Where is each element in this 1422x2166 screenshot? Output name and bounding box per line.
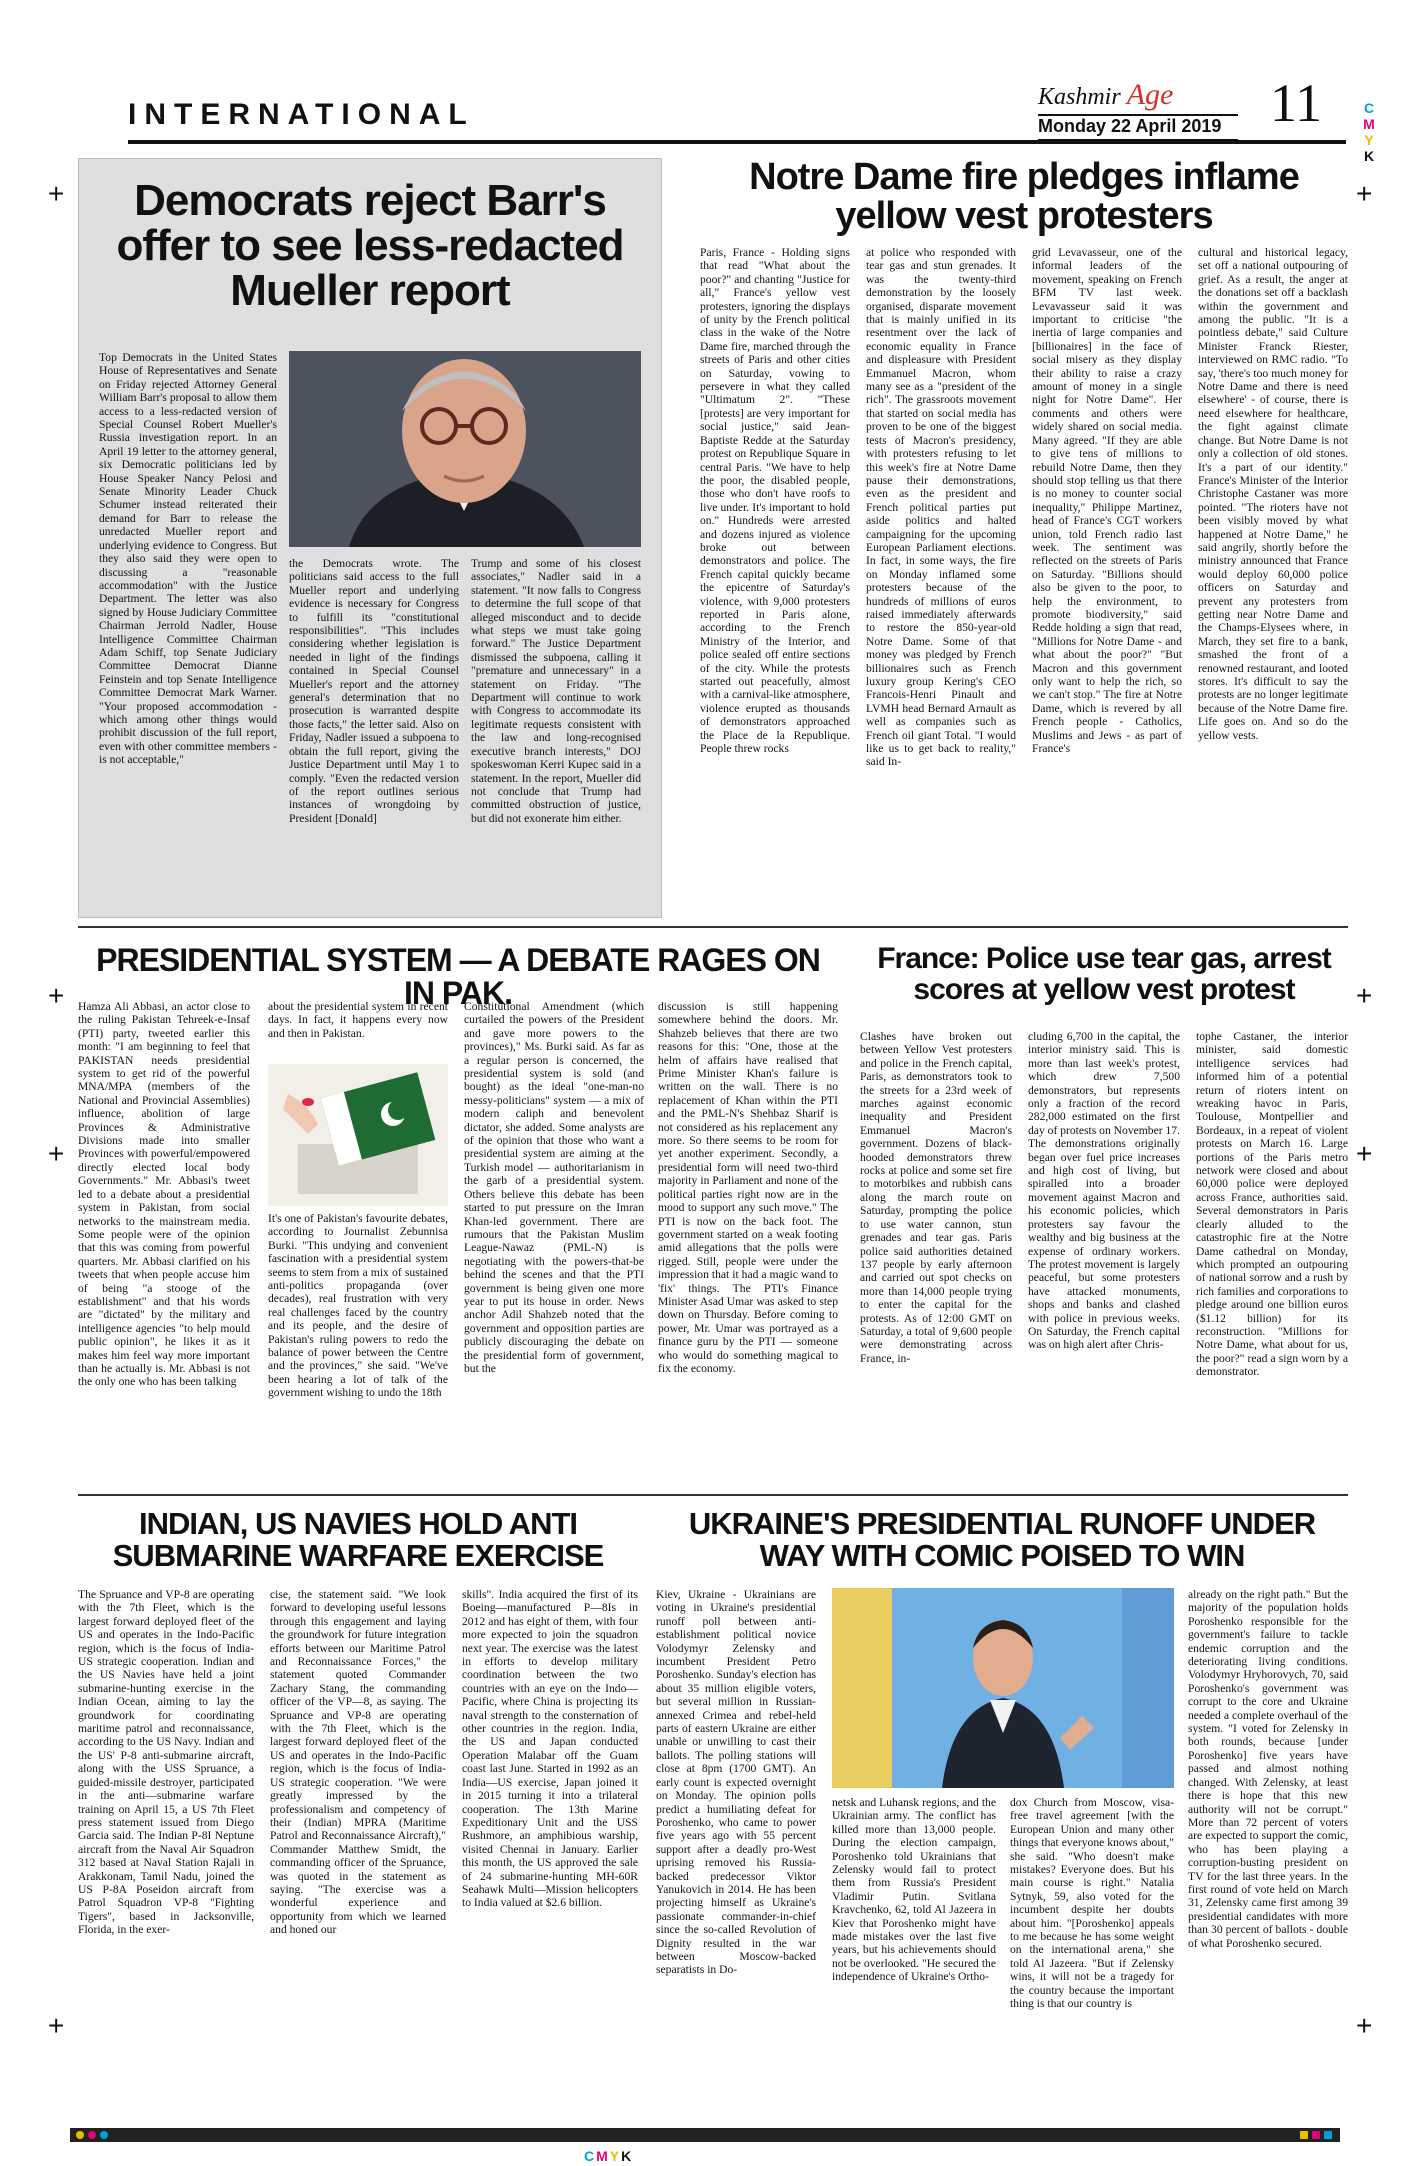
article-column: Kiev, Ukraine - Ukrainians are voting in Ukraine's presidential runoff poll between anti-establishment political novice Volodymyr Zelensky and incumbent President Petro Poroshenko. Sunday's election has about 35 million eligible voters, but several million in Russian-annexed Crimea and rebel-held parts of eastern Ukraine are either unable or unwilling to cast their ballots. The polling stations will close at 8pm (1700 GMT). An early count is expected overnight on Monday. The opinion polls predict a humiliating defeat for Poroshenko, who came to power five years ago with 55 percent support after a deadly pro-West uprising removed his Russia-backed predecessor Viktor Yanukovich in 2014. He has been projecting himself as Ukraine's passionate commander-in-chief since the so-called Revolution of Dignity resulted in the war between Moscow-backed separatists in Do- xyxy=(656,1588,816,1977)
article-column: The Spruance and VP-8 are operating with the 7th Fleet, which is the largest forward deployed fleet of the US and operates in the Indo-Pacific region, which is the focus of India-US strategic cooperation. Indian and the US Navies have held a joint submarine-hunting exercise in the Indian Ocean, aiming to lay the groundwork for coordinating maritime patrol and reconnaissance, according to the US Navy. Indian and the US' P-8 anti-submarine aircraft, along with the USS Spruance, a guided-missile destroyer, participated in the anti—submarine warfare training on April 15, a US 7th Fleet press statement issued from Diego Garcia said. The Indian P-8I Neptune aircraft from the Naval Air Squadron 312 based at Naval Station Rajali in Arakkonam, Tamil Nadu, joined the US P-8A Poseidon aircraft from Patrol Squadron VP-8 "Fighting Tigers", based in Jacksonville, Florida, in the exer- xyxy=(78,1588,254,1937)
article-column: Top Democrats in the United States House of Representatives and Senate on Friday rejected Attorney General William Barr's proposal to allow them access to a less-redacted version of Special Counsel Robert Mueller's Russia investigation report. In an April 19 letter to the attorney general, six Democratic politicians led by House Speaker Nancy Pelosi and Senate Minority Leader Chuck Schumer instead reiterated their demand for Barr to release the unredacted Mueller report and underlying evidence to Congress. But they also said they were open to discussing a "reasonable accommodation" with the Justice Department. The letter was also signed by House Judiciary Committee Chairman Jerrold Nadler, House Intelligence Committee Chairman Adam Schiff, top Senate Judiciary Committee Democrat Dianne Feinstein and top Senate Intelligence Committee Democrat Mark Warner. "Your proposed accommodation - which among other things would prohibit discussion of the full report, even with other committee members - is not acceptable," xyxy=(99,351,277,767)
article-column: already on the right path." But the majority of the population holds Poroshenko responsible for the government's failure to tackle endemic corruption and the deteriorating living conditions. Volodymyr Hryhorovych, 70, said Poroshenko's government was corrupt to the core and Ukraine needed a complete overhaul of the system. "I voted for Zelensky in both rounds, because [under Poroshenko] five years have passed and almost nothing changed. With Zelensky, at least there is hope that this new authority will not be corrupt." More than 72 percent of voters are expected to support the comic, who has been playing a corruption-busting president on TV for the last three years. In the first round of vote held on March 31, Zelensky came first among 39 presidential candidates with more than 30 percent of ballots - double of what Poroshenko secured. xyxy=(1188,1588,1348,1950)
photo-zelensky xyxy=(832,1588,1174,1788)
section-divider xyxy=(78,1494,1348,1496)
masthead-rule xyxy=(1038,139,1238,141)
section-divider xyxy=(78,926,1348,928)
article-pakistan xyxy=(78,944,838,1484)
brand-logo: Kashmir Age xyxy=(1038,78,1174,111)
article-column: It's one of Pakistan's favourite debates, according to Journalist Zebunnisa Burki. "This undying and convenient fascination with a presidential system seems to stem from a mix of sustained anti-politics propaganda (over decades), real frustration with very real challenges faced by the country and its people, and the desire of Pakistan's ruling powers to redo the balance of power between the Centre and the provinces," she said. "We've been hearing a lot of talk of the government wishing to undo the 18th xyxy=(268,1212,448,1400)
cmyk-letter: M xyxy=(596,2148,610,2164)
article-column: cluding 6,700 in the capital, the interior ministry said. This is more than last week's protest, which drew 7,500 demonstrators, but represents only a fraction of the record 282,000 estimated on the first day of protests on November 17. The demonstrations originally began over fuel price increases and high cost of living, but spiralled into a broader movement against Macron and his economic policies, which protesters say favour the wealthy and big business at the expense of ordinary workers. The protest movement is largely peaceful, but some protesters have attacked monuments, shops and banks and clashed with police in previous weeks. On Saturday, the French capital was on high alert after Chris- xyxy=(1028,1030,1180,1352)
article-column: the Democrats wrote. The politicians said access to the full Mueller report and underlying evidence is necessary for Congress to fulfill its "constitutional responsibilities". "This includes considering whether legislation is needed in light of the findings contained in Special Counsel Mueller's report and the attorney general's determination that no prosecution is warranted despite those facts," the letter said. Also on Friday, Nadler issued a subpoena to obtain the full report, giving the Justice Department until May 1 to comply. "Even the redacted version of the report outlines serious instances of wrongdoing by President [Donald] xyxy=(289,557,459,825)
headline: Democrats reject Barr's offer to see less-redacted Mueller report xyxy=(116,176,624,315)
crop-mark-icon: + xyxy=(1356,1138,1373,1169)
article-column: cultural and historical legacy, set off a national outpouring of grief. As a result, the anger at the donations set off a backlash within the government and among the public. "It is a pointless debate," said Culture Minister Franck Riester, interviewed on RMC radio. "To say, 'there's too much money for Notre Dame and there is need elsewhere' - of course, there is need elsewhere for healthcare, the fight against climate change. But Notre Dame is not only a collection of old stones. It's a part of our identity." France's Minister of the Interior Christophe Castaner was more pointed. "The rioters have not been visibly moved by what happened at Notre Dame," he said angrily, shortly before the ministry announced that France would deploy 60,000 police officers on Saturday and prevent any protesters from getting near Notre Dame and the Champs-Elysees where, in March, they set fire to a bank, smashed the front of a renowned restaurant, and looted stores. It's difficult to say the protests are no longer legitimate because of the Notre Dame fire. Life goes on. And so do the yellow vests. xyxy=(1198,246,1348,742)
registration-strip xyxy=(70,2128,1340,2142)
cmyk-letter: Y xyxy=(609,2148,622,2164)
article-column: grid Levavasseur, one of the informal leaders of the movement, speaking on French BFM TV last week. Levavasseur said it was important to criticise "the inertia of large companies and [billionaires] in the face of social misery as they display their ability to raise a crazy amount of money in a single night for Notre Dame". Her comments and others were widely shared on social media. Many agreed. "If they are able to give tens of millions to rebuild Notre Dame, then they should stop telling us that there is no money to counter social inequality," Philippe Martinez, head of France's CGT workers union, told French radio last week. The sentiment was reflected on the streets of Paris on Saturday. "Billions should also be given to the poor, to help the environment, to promote biodiversity," said Redde holding a sign that read, "Millions for Notre Dame - and what about the poor?" "But Macron and this government only want to help the rich, so we can't stop." The fire at Notre Dame, which is revered by all French people - Catholics, Muslims and Jews - as part of France's xyxy=(1032,246,1182,756)
crop-mark-icon: + xyxy=(48,1138,65,1169)
article-column: cise, the statement said. "We look forward to developing useful lessons through this engagement and laying the groundwork for future integration efforts between our Maritime Patrol and Reconnaissance Forces," the statement quoted Commander Zachary Stang, the commanding officer of the VP—8, as saying. The Spruance and VP-8 are operating with the 7th Fleet, which is the largest forward deployed fleet of the US and operates in the Indo-Pacific region, which is the focus of India-US strategic cooperation. "We were greatly impressed by the professionalism and competency of their (Indian) MPRA (Maritime Patrol and Reconnaissance Aircraft)," Commander Matthew Smidt, the commanding officer of the Spruance, was quoted in the statement as saying. "The exercise was a wonderful experience and opportunity from which we learned and honed our xyxy=(270,1588,446,1937)
photo-william-barr xyxy=(289,351,641,547)
article-column: Hamza Ali Abbasi, an actor close to the ruling Pakistan Tehreek-e-Insaf (PTI) party, tweeted earlier this month: "I am beginning to feel that PAKISTAN needs presidential system to get rid of the powerful MNA/MPA (members of the National and Provincial Assemblies) influence, abolition of large Provinces & Administrative Divisions made into smaller Provinces with powerful/empowered directly elected local body Governments." Mr. Abbasi's tweet led to a debate about a presidential system in Pakistan, from social networks to the mainstream media. Some people were of the opinion that this was coming from powerful quarters. Mr. Abbasi clarified on his tweets that when people accuse him of being "a stooge of the establishment" and that his words are "dictated" by the military and intelligence agencies "to help mould public opinion", he likes it as it makes him feel way more important than he actually is. Mr. Abbasi is not the only one who has been talking xyxy=(78,1000,250,1389)
masthead xyxy=(1038,78,1248,143)
headline: France: Police use tear gas, arrest scores at yellow vest protest xyxy=(877,942,1331,1006)
cmyk-bottom-marker xyxy=(584,2148,633,2164)
cmyk-letter: C xyxy=(584,2148,597,2164)
crop-mark-icon: + xyxy=(48,980,65,1011)
crop-mark-icon: + xyxy=(48,2010,65,2041)
crop-mark-icon: + xyxy=(1356,178,1373,209)
crop-mark-icon: + xyxy=(48,178,65,209)
cmyk-letter: K xyxy=(621,2148,634,2164)
issue-date: Monday 22 April 2019 xyxy=(1038,116,1222,136)
article-navies xyxy=(78,1508,638,2118)
article-notre-dame xyxy=(700,158,1348,916)
article-column: at police who responded with tear gas and stun grenades. It was the twenty-third demonstration by the loosely organised, disparate movement that is mainly unified in its resentment over the lack of economic equality in France and displeasure with President Emmanuel Macron, whom many see as a "president of the rich". The grassroots movement that started on social media has proven to be one of the biggest tests of Macron's presidency, with protesters refusing to let this week's fire at Notre Dame pause their demonstrations, even as the president and French political parties put aside politics and halted campaigning for the upcoming European Parliament elections. In fact, in some ways, the fire on Monday inflamed some protesters because of the hundreds of millions of euros raised immediately afterwards to restore the 850-year-old Notre Dame. Some of that money was pledged by French billionaires such as French luxury group Kering's CEO Francois-Henri Pinault and LVMH head Bernard Arnault as well as companies such as French oil giant Total. "I would like us to get back to reality," said In- xyxy=(866,246,1016,769)
crop-mark-icon: + xyxy=(1356,2010,1373,2041)
page-number: 11 xyxy=(1270,73,1322,133)
headline: INDIAN, US NAVIES HOLD ANTI SUBMARINE WARFARE EXERCISE xyxy=(112,1506,604,1573)
photo-ballot-box xyxy=(268,1064,448,1206)
crop-mark-icon: + xyxy=(1356,980,1373,1011)
section-title: INTERNATIONAL xyxy=(128,98,475,131)
article-column: discussion is still happening somewhere behind the doors. Mr. Shahzeb believes that there are two reasons for this: "One, those at the helm of affairs have realised that Prime Minister Khan's failure is written on the wall. There is no replacement of Khan within the PTI and the PML-N's Shehbaz Sharif is not considered as his replacement any more. So there seems to be room for yet another experiment. Secondly, a presidential form will need two-third majority in Parliament and none of the political parties right now are in the mood to support any such move." The PTI is now on the back foot. The government started on a weak footing amid allegations that the polls were rigged. Still, people were under the impression that it had a magic wand to 'fix' things. The PTI's Finance Minister Asad Umar was asked to step down on Thursday. Before coming to power, Mr. Umar was portrayed as a finance guru by the PTI — someone who would do something magical to fix the economy. xyxy=(658,1000,838,1375)
article-column: Paris, France - Holding signs that read "What about the poor?" and chanting "Justice for all," France's yellow vest protesters, ignoring the displays of unity by the French political class in the wake of the Notre Dame fire, marched through the streets of Paris and other cities on Saturday, vowing to persevere in what they called "Ultimatum 2". "These [protests] are very important for social justice," said Jean-Baptiste Redde at the Saturday protest on Republique Square in central Paris. "We have to help the poor, the disabled people, those who don't have roofs to live under. It's important to hold on." Hundreds were arrested and dozens injured as violence broke out between demonstrators and police. The French capital quickly became the epicentre of Saturday's violence, with 9,000 protesters reported in Paris alone, according to the French Ministry of the Interior, and police sealed off entire sections of the city. While the protests started out peacefully, almost with a carnival-like atmosphere, violence erupted as thousands of demonstrators approached the Place de la Republique. People threw rocks xyxy=(700,246,850,756)
article-barr xyxy=(78,158,662,918)
article-france-police xyxy=(860,944,1348,1484)
cmyk-side-marker: C M Y K xyxy=(1363,100,1375,164)
article-column: Constitutional Amendment (which curtailed the powers of the President and gave more powers to the provinces)," Ms. Burki said. As far as a regular person is concerned, the presidential system is sold (and bought) as the ideal "one-man-no messy-politicians" system — a mix of modern caliph and benevolent dictator, she added. Some analysts are of the opinion that those who want a presidential system are aiming at the Turkish model — authoritarianism in the garb of a presidential system. Others believe this debate has been started to put pressure on the Imran Khan-led government. There are rumours that the Pakistan Muslim League-Nawaz (PML-N) is negotiating with the powers-that-be behind the scenes and that the PTI government is being given one more year to put its house in order. News anchor Adil Shahzeb noted that the government and opposition parties are publicly discouraging the debate on the presidential form of government, but the xyxy=(464,1000,644,1375)
article-column: netsk and Luhansk regions, and the Ukrainian army. The conflict has killed more than 13,000 people. During the election campaign, Poroshenko told Ukrainians that Zelensky would fail to protect them from Russia's President Vladimir Putin. Svitlana Kravchenko, 62, told Al Jazeera in Kiev that Poroshenko might have made mistakes over the last five years, but his achievements should not be overlooked. "He secured the independence of Ukraine's Ortho- xyxy=(832,1796,996,1984)
article-column: Trump and some of his closest associates," Nadler said in a statement. "It now falls to Congress to determine the full scope of that alleged misconduct and to decide what steps we must take going forward." The Justice Department dismissed the subpoena, calling it "premature and unnecessary" in a statement on Friday. "The Department will continue to work with Congress to accommodate its legitimate requests consistent with the law and long-recognised executive branch interests," DOJ spokeswoman Kerri Kupec said in a statement. In the report, Mueller did not conclude that Trump had committed obstruction of justice, but did not exonerate him either. xyxy=(471,557,641,825)
article-column: tophe Castaner, the interior minister, said domestic intelligence services had informed him of a potential return of rioters intent on wreaking havoc in Paris, Toulouse, Montpellier and Bordeaux, in a repeat of violent protests on March 16. Large portions of the Paris metro network were closed and about 60,000 police were deployed across France, authorities said. Several demonstrators in Paris clearly alluded to the catastrophic fire at the Notre Dame cathedral on Monday, which prompted an outpouring of national sorrow and a rush by rich families and corporations to pledge around one billion euros ($1.12 billion) for its reconstruction. "Millions for Notre Dame, what about for us, the poor?" read a sign worn by a demonstrator. xyxy=(1196,1030,1348,1379)
article-column: about the presidential system in recent days. In fact, it happens every now and then in Pakistan. xyxy=(268,1000,448,1040)
article-column: dox Church from Moscow, visa-free travel agreement [with the European Union and many other things that everyone knows about," she said. "Who doesn't make mistakes? Everyone does. But his main course is right." Natalia Sytnyk, 59, also voted for the incumbent despite her doubts about him. "[Poroshenko] appeals to me because he has some weight on the international arena," she told Al Jazeera. "But if Zelensky wins, it will not be a tragedy for the country because the important thing is that our country is xyxy=(1010,1796,1174,2011)
headline: Notre Dame fire pledges inflame yellow vest protesters xyxy=(749,156,1299,237)
headline: PRESIDENTIAL SYSTEM — A DEBATE RAGES ON IN PAK. xyxy=(96,942,820,1011)
article-column: Clashes have broken out between Yellow Vest protesters and police in the French capital, Paris, as demonstrators took to the streets for a 23rd week of marches against economic inequality and President Emmanuel Macron's government. Dozens of black-hooded demonstrators threw rocks at police and some set fire to motorbikes and rubbish cans along the march route on Saturday, prompting the police to use water cannon, stun grenades and tear gas. Paris police said authorities detained 137 people by early afternoon and carried out spot checks on more than 14,000 people trying to enter the capital for the protests. As of 12:00 GMT on Saturday, a total of 9,600 people were demonstrating across France, in- xyxy=(860,1030,1012,1365)
headline: UKRAINE'S PRESIDENTIAL RUNOFF UNDER WAY WITH COMIC POISED TO WIN xyxy=(688,1506,1316,1573)
article-column: skills". India acquired the first of its Boeing—manufactured P—8Is in 2012 and has eight of them, with four more expected to join the squadron next year. The exercise was the latest in efforts to develop military coordination between the two countries with an eye on the Indo—Pacific, where China is projecting its naval strength to the consternation of other countries in the region. India, the US and Japan conducted Operation Malabar off the Guam coast last June. Started in 1992 as an India—US exercise, Japan joined it in 2015 turning it into a trilateral cooperation. The 13th Marine Expeditionary Unit and the USS Rushmore, an amphibious warship, visited Chennai in January. Earlier this month, the US approved the sale of 24 submarine-hunting MH-60R Seahawk Multi—Mission helicopters to India valued at $2.6 billion. xyxy=(462,1588,638,1910)
article-ukraine xyxy=(656,1508,1348,2118)
